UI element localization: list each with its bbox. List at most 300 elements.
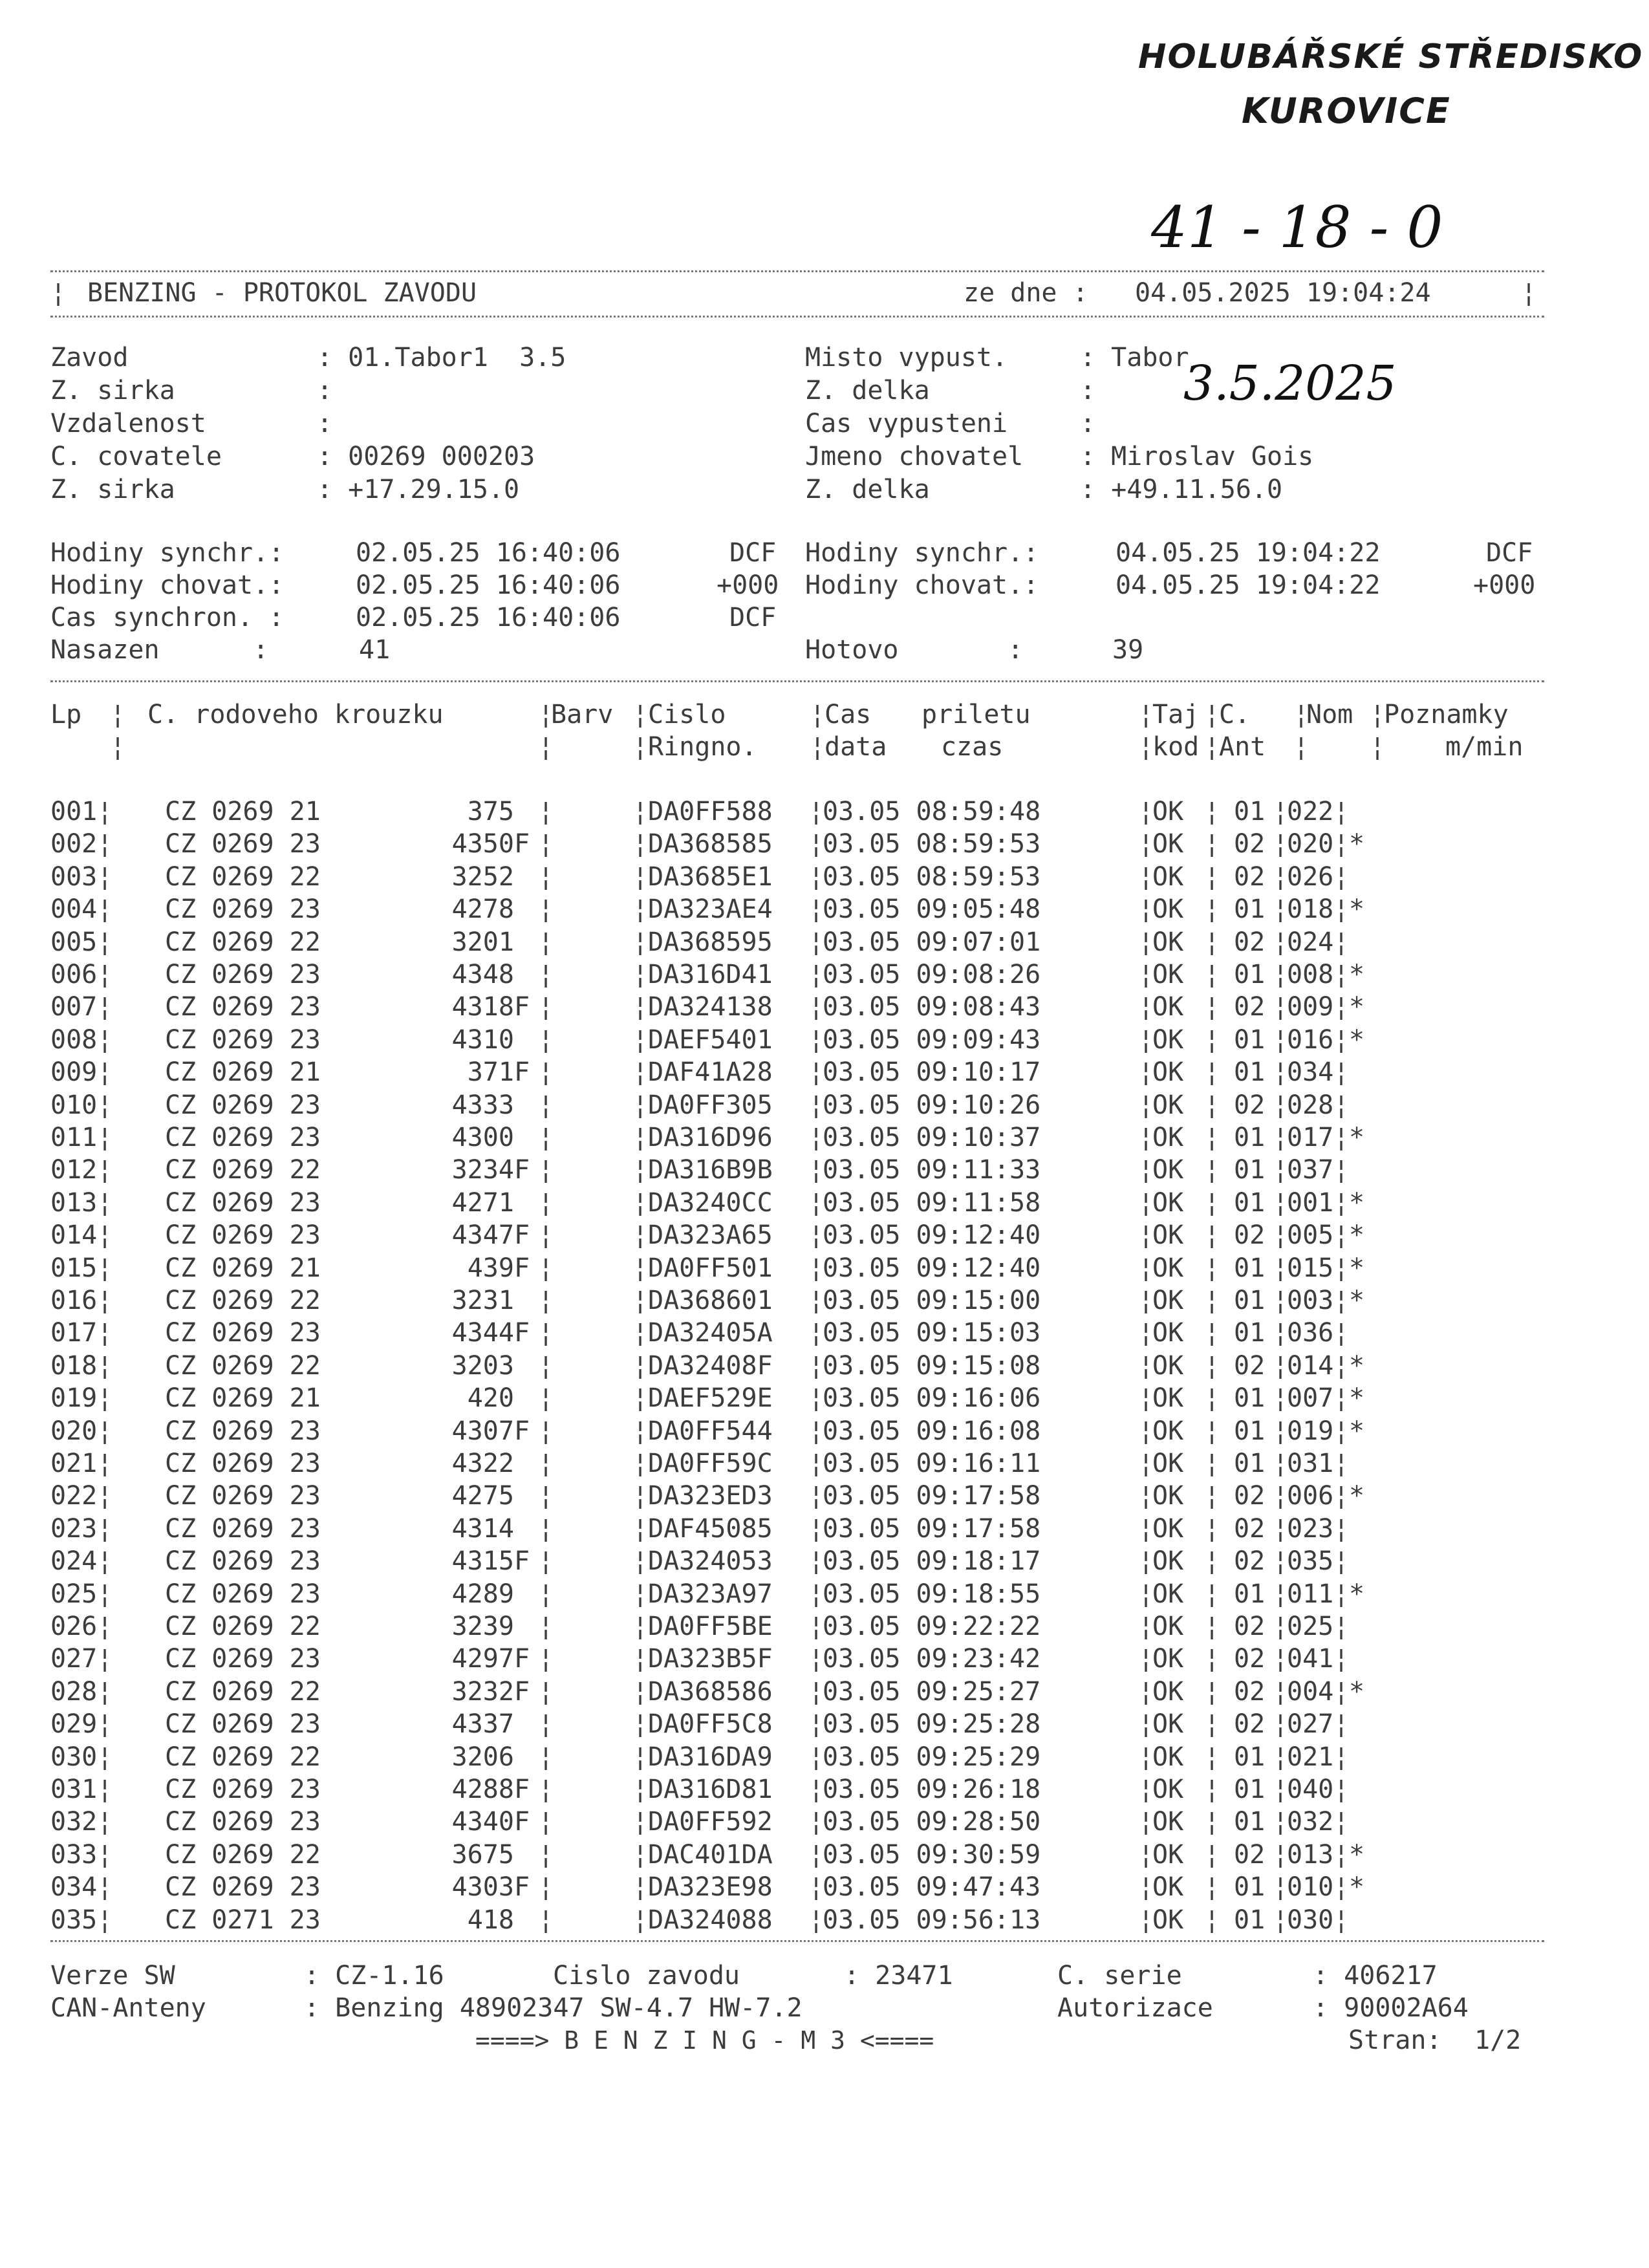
row-sep: ¦ xyxy=(97,1481,113,1511)
row-nom: 028 xyxy=(1287,1090,1334,1120)
row-sep: ¦ xyxy=(808,1839,824,1870)
row-arrival-time: 03.05 09:10:26 xyxy=(823,1090,1041,1120)
sw-version-value: : CZ-1.16 xyxy=(304,1961,444,1991)
row-sep: ¦ xyxy=(1333,797,1350,826)
row-sep: ¦ xyxy=(97,960,113,989)
row-taj: OK xyxy=(1152,1057,1184,1088)
row-sep: ¦ xyxy=(1204,1546,1220,1577)
row-sep: ¦ xyxy=(632,960,649,989)
row-sep: ¦ xyxy=(538,1123,554,1152)
stamp-line-2: KUROVICE xyxy=(1242,91,1451,131)
col-nom-header: Nom xyxy=(1306,700,1353,729)
table-row xyxy=(0,1839,1649,1871)
row-star: * xyxy=(1349,1579,1365,1609)
row-antenna: 02 xyxy=(1234,1644,1266,1674)
row-antenna: 02 xyxy=(1234,1513,1266,1544)
row-sep: ¦ xyxy=(632,1807,649,1837)
row-sep: ¦ xyxy=(1138,894,1154,925)
row-sep: ¦ xyxy=(1273,1220,1289,1251)
info-left-label: Vzdalenost xyxy=(50,409,206,438)
row-ring: CZ 0269 21 xyxy=(165,1253,321,1283)
row-sep: ¦ xyxy=(1204,1612,1220,1641)
row-sep: ¦ xyxy=(97,1872,113,1903)
row-arrival-time: 03.05 09:16:11 xyxy=(823,1449,1041,1478)
row-sep: ¦ xyxy=(97,829,113,859)
row-sep: ¦ xyxy=(1333,1155,1350,1185)
row-ring-number: 371 xyxy=(467,1057,514,1088)
row-sep: ¦ xyxy=(538,1513,554,1544)
row-nom: 001 xyxy=(1287,1187,1334,1218)
row-arrival-time: 03.05 09:15:00 xyxy=(823,1286,1041,1315)
antenna-label: CAN-Anteny xyxy=(50,1993,206,2023)
row-sep: ¦ xyxy=(808,1383,824,1414)
row-sep: ¦ xyxy=(1204,1416,1220,1446)
col-ant-header-2: Ant xyxy=(1219,732,1266,762)
row-sep: ¦ xyxy=(97,1807,113,1837)
row-sep: ¦ xyxy=(1204,1253,1220,1283)
row-sep: ¦ xyxy=(97,1090,113,1120)
row-sep: ¦ xyxy=(97,1253,113,1283)
row-sep: ¦ xyxy=(1138,1546,1154,1577)
row-position: 007 xyxy=(50,992,98,1022)
row-star: * xyxy=(1349,829,1365,859)
header-right-bar: ¦ xyxy=(1521,278,1537,308)
clock-left-label: Nasazen : xyxy=(50,635,269,665)
col-sep: ¦ xyxy=(1293,732,1310,762)
row-antenna: 02 xyxy=(1234,1220,1266,1251)
table-row xyxy=(0,991,1649,1023)
row-ring: CZ 0269 23 xyxy=(165,829,321,859)
row-sep: ¦ xyxy=(1333,1416,1350,1446)
row-sep: ¦ xyxy=(97,861,113,892)
row-sep: ¦ xyxy=(97,1383,113,1414)
table-row xyxy=(0,1545,1649,1577)
row-antenna: 01 xyxy=(1234,1742,1266,1772)
row-star: * xyxy=(1349,1676,1365,1707)
row-sep: ¦ xyxy=(1333,1807,1350,1837)
row-arrival-time: 03.05 09:09:43 xyxy=(823,1024,1041,1055)
row-sep: ¦ xyxy=(1333,894,1350,925)
table-row xyxy=(0,1643,1649,1675)
col-sep: ¦ xyxy=(632,700,649,729)
row-sep: ¦ xyxy=(538,1383,554,1414)
row-sep: ¦ xyxy=(97,1286,113,1315)
col-cas-header: Cas xyxy=(824,700,872,729)
antenna-value: : Benzing 48902347 SW-4.7 HW-7.2 xyxy=(304,1993,803,2023)
row-position: 032 xyxy=(50,1807,98,1837)
row-sep: ¦ xyxy=(632,1253,649,1283)
row-sep: ¦ xyxy=(97,1546,113,1577)
row-taj: OK xyxy=(1152,1612,1184,1641)
row-flag: F xyxy=(514,1775,530,1804)
row-position: 016 xyxy=(50,1286,98,1315)
row-ring-number: 375 xyxy=(467,797,514,826)
row-sep: ¦ xyxy=(1333,1872,1350,1903)
row-nom: 017 xyxy=(1287,1123,1334,1152)
row-sep: ¦ xyxy=(1138,861,1154,892)
clock-right-label: Hodiny synchr.: xyxy=(805,538,1039,568)
row-arrival-time: 03.05 09:05:48 xyxy=(823,894,1041,925)
row-sep: ¦ xyxy=(1138,1383,1154,1414)
row-nom: 006 xyxy=(1287,1481,1334,1511)
row-sep: ¦ xyxy=(1204,1676,1220,1707)
row-arrival-time: 03.05 09:12:40 xyxy=(823,1220,1041,1251)
col-sep: ¦ xyxy=(1138,700,1154,729)
row-ringno: DA324138 xyxy=(648,992,773,1022)
row-sep: ¦ xyxy=(1273,1905,1289,1935)
row-ring-number: 4333 xyxy=(451,1090,514,1120)
row-sep: ¦ xyxy=(1333,1644,1350,1674)
row-sep: ¦ xyxy=(1138,1839,1154,1870)
handwritten-reference: 41 - 18 - 0 xyxy=(1151,194,1443,261)
row-sep: ¦ xyxy=(538,1807,554,1837)
row-sep: ¦ xyxy=(97,1416,113,1446)
table-row xyxy=(0,828,1649,860)
row-antenna: 01 xyxy=(1234,1187,1266,1218)
row-ring-number: 4315 xyxy=(451,1546,514,1577)
report-date-label: ze dne : xyxy=(964,278,1088,308)
row-arrival-time: 03.05 09:30:59 xyxy=(823,1839,1041,1870)
row-sep: ¦ xyxy=(808,1905,824,1935)
row-position: 001 xyxy=(50,797,98,826)
page-number: 1/2 xyxy=(1474,2025,1522,2055)
row-nom: 032 xyxy=(1287,1807,1334,1837)
row-sep: ¦ xyxy=(1204,1709,1220,1740)
row-sep: ¦ xyxy=(1204,861,1220,892)
row-sep: ¦ xyxy=(538,797,554,826)
row-sep: ¦ xyxy=(808,1057,824,1088)
row-sep: ¦ xyxy=(808,1775,824,1804)
row-sep: ¦ xyxy=(538,1090,554,1120)
row-taj: OK xyxy=(1152,861,1184,892)
row-sep: ¦ xyxy=(1273,1839,1289,1870)
row-antenna: 01 xyxy=(1234,960,1266,989)
clock-right-suffix: +000 xyxy=(1473,570,1536,600)
page-label: Stran: xyxy=(1348,2025,1442,2055)
row-nom: 027 xyxy=(1287,1709,1334,1740)
row-sep: ¦ xyxy=(1204,1644,1220,1674)
row-ringno: DA316D81 xyxy=(648,1775,773,1804)
row-ring-number: 4297 xyxy=(451,1644,514,1674)
row-sep: ¦ xyxy=(1204,1057,1220,1088)
row-taj: OK xyxy=(1152,927,1184,957)
row-arrival-time: 03.05 09:23:42 xyxy=(823,1644,1041,1674)
row-sep: ¦ xyxy=(1138,1416,1154,1446)
row-sep: ¦ xyxy=(97,1155,113,1185)
clock-right-value: 39 xyxy=(1112,635,1144,665)
row-sep: ¦ xyxy=(538,1742,554,1772)
row-ring: CZ 0269 22 xyxy=(165,1286,321,1315)
race-number-label: Cislo zavodu xyxy=(553,1961,740,1991)
row-sep: ¦ xyxy=(1138,992,1154,1022)
stamp-line-1: HOLUBÁŘSKÉ STŘEDISKO xyxy=(1138,38,1644,76)
row-star: * xyxy=(1349,1024,1365,1055)
col-lp: Lp xyxy=(50,700,82,729)
row-arrival-time: 03.05 09:17:58 xyxy=(823,1481,1041,1511)
row-sep: ¦ xyxy=(1333,1709,1350,1740)
row-antenna: 01 xyxy=(1234,1807,1266,1837)
row-ring-number: 4275 xyxy=(451,1481,514,1511)
row-position: 014 xyxy=(50,1220,98,1251)
row-sep: ¦ xyxy=(538,829,554,859)
col-taj-header: Taj xyxy=(1152,700,1200,729)
row-antenna: 01 xyxy=(1234,1775,1266,1804)
row-sep: ¦ xyxy=(97,1187,113,1218)
row-sep: ¦ xyxy=(538,1612,554,1641)
row-sep: ¦ xyxy=(538,1449,554,1478)
col-sep: ¦ xyxy=(110,700,126,729)
row-ring: CZ 0269 23 xyxy=(165,1090,321,1120)
divider-top xyxy=(50,270,1544,272)
row-position: 029 xyxy=(50,1709,98,1740)
table-row xyxy=(0,1219,1649,1251)
row-sep: ¦ xyxy=(97,1024,113,1055)
row-sep: ¦ xyxy=(632,1676,649,1707)
row-sep: ¦ xyxy=(97,1709,113,1740)
row-antenna: 01 xyxy=(1234,1383,1266,1414)
table-row xyxy=(0,1284,1649,1317)
row-nom: 036 xyxy=(1287,1318,1334,1348)
row-nom: 005 xyxy=(1287,1220,1334,1251)
row-star: * xyxy=(1349,1839,1365,1870)
row-sep: ¦ xyxy=(1333,1481,1350,1511)
clock-left-value: 02.05.25 16:40:06 xyxy=(356,603,621,632)
row-antenna: 01 xyxy=(1234,1416,1266,1446)
row-star: * xyxy=(1349,1220,1365,1251)
row-position: 025 xyxy=(50,1579,98,1609)
row-ring: CZ 0269 23 xyxy=(165,1775,321,1804)
row-arrival-time: 03.05 09:47:43 xyxy=(823,1872,1041,1903)
row-ring: CZ 0269 23 xyxy=(165,1416,321,1446)
row-sep: ¦ xyxy=(808,829,824,859)
row-nom: 009 xyxy=(1287,992,1334,1022)
row-taj: OK xyxy=(1152,1481,1184,1511)
row-flag: F xyxy=(514,1644,530,1674)
row-sep: ¦ xyxy=(1333,1775,1350,1804)
divider-columns xyxy=(50,680,1544,682)
row-taj: OK xyxy=(1152,1253,1184,1283)
table-row xyxy=(0,1513,1649,1545)
row-taj: OK xyxy=(1152,1155,1184,1185)
row-sep: ¦ xyxy=(1138,1024,1154,1055)
row-ringno: DA0FF592 xyxy=(648,1807,773,1837)
row-antenna: 01 xyxy=(1234,797,1266,826)
table-row xyxy=(0,1089,1649,1121)
row-sep: ¦ xyxy=(97,1742,113,1772)
row-position: 004 xyxy=(50,894,98,925)
row-sep: ¦ xyxy=(1333,1253,1350,1283)
row-sep: ¦ xyxy=(632,1481,649,1511)
row-ring-number: 418 xyxy=(467,1905,514,1935)
row-sep: ¦ xyxy=(808,992,824,1022)
row-sep: ¦ xyxy=(808,894,824,925)
clock-left-value: 02.05.25 16:40:06 xyxy=(356,538,621,568)
row-ring-number: 4347 xyxy=(451,1220,514,1251)
row-sep: ¦ xyxy=(808,1449,824,1478)
row-sep: ¦ xyxy=(632,1187,649,1218)
row-flag: F xyxy=(514,1807,530,1837)
row-sep: ¦ xyxy=(97,894,113,925)
row-sep: ¦ xyxy=(632,1123,649,1152)
row-sep: ¦ xyxy=(1273,1481,1289,1511)
row-sep: ¦ xyxy=(1333,992,1350,1022)
row-position: 002 xyxy=(50,829,98,859)
row-sep: ¦ xyxy=(1204,1449,1220,1478)
row-sep: ¦ xyxy=(538,1481,554,1511)
table-row xyxy=(0,1773,1649,1806)
table-row xyxy=(0,1806,1649,1838)
row-nom: 007 xyxy=(1287,1383,1334,1414)
row-sep: ¦ xyxy=(1138,1449,1154,1478)
row-sep: ¦ xyxy=(1273,1057,1289,1088)
row-arrival-time: 03.05 09:18:17 xyxy=(823,1546,1041,1577)
row-sep: ¦ xyxy=(1138,1742,1154,1772)
row-position: 009 xyxy=(50,1057,98,1088)
serial-value: : 406217 xyxy=(1313,1961,1438,1991)
clock-left-suffix: DCF xyxy=(729,538,777,568)
row-sep: ¦ xyxy=(808,797,824,826)
row-nom: 022 xyxy=(1287,797,1334,826)
row-sep: ¦ xyxy=(1333,1090,1350,1120)
row-ringno: DAC401DA xyxy=(648,1839,773,1870)
row-sep: ¦ xyxy=(1204,960,1220,989)
row-ringno: DA323A97 xyxy=(648,1579,773,1609)
row-sep: ¦ xyxy=(1138,1775,1154,1804)
row-ring-number: 4337 xyxy=(451,1709,514,1740)
row-star: * xyxy=(1349,1187,1365,1218)
row-sep: ¦ xyxy=(632,1416,649,1446)
row-sep: ¦ xyxy=(1138,1350,1154,1381)
row-antenna: 01 xyxy=(1234,1449,1266,1478)
row-sep: ¦ xyxy=(538,960,554,989)
clock-left-label: Hodiny synchr.: xyxy=(50,538,285,568)
row-sep: ¦ xyxy=(1204,1350,1220,1381)
row-taj: OK xyxy=(1152,1416,1184,1446)
row-sep: ¦ xyxy=(1333,960,1350,989)
row-position: 012 xyxy=(50,1155,98,1185)
row-position: 019 xyxy=(50,1383,98,1414)
row-flag: F xyxy=(514,1676,530,1707)
row-sep: ¦ xyxy=(1204,1090,1220,1120)
col-color-header: Barv xyxy=(551,700,614,729)
info-left-label: Zavod xyxy=(50,343,129,373)
row-star: * xyxy=(1349,1286,1365,1315)
row-sep: ¦ xyxy=(538,992,554,1022)
row-antenna: 01 xyxy=(1234,1318,1266,1348)
row-arrival-time: 03.05 09:17:58 xyxy=(823,1513,1041,1544)
col-notes-header-2: m/min xyxy=(1445,732,1524,762)
row-sep: ¦ xyxy=(632,1546,649,1577)
table-row xyxy=(0,1154,1649,1186)
info-right-label: Misto vypust. xyxy=(805,343,1008,373)
row-sep: ¦ xyxy=(1333,1057,1350,1088)
row-ring: CZ 0269 23 xyxy=(165,1579,321,1609)
row-ring: CZ 0269 23 xyxy=(165,1449,321,1478)
row-antenna: 01 xyxy=(1234,894,1266,925)
row-sep: ¦ xyxy=(1204,1579,1220,1609)
row-star: * xyxy=(1349,1872,1365,1903)
row-arrival-time: 03.05 09:25:28 xyxy=(823,1709,1041,1740)
row-ringno: DA323B5F xyxy=(648,1644,773,1674)
row-ringno: DA0FF588 xyxy=(648,797,773,826)
row-sep: ¦ xyxy=(538,1709,554,1740)
row-sep: ¦ xyxy=(808,1481,824,1511)
row-sep: ¦ xyxy=(538,1220,554,1251)
row-taj: OK xyxy=(1152,1318,1184,1348)
row-sep: ¦ xyxy=(1333,1612,1350,1641)
row-sep: ¦ xyxy=(1273,1612,1289,1641)
clock-right-label: Hodiny chovat.: xyxy=(805,570,1039,600)
row-ringno: DA3240CC xyxy=(648,1187,773,1218)
row-taj: OK xyxy=(1152,1123,1184,1152)
row-sep: ¦ xyxy=(1138,1123,1154,1152)
row-sep: ¦ xyxy=(1333,1839,1350,1870)
row-antenna: 02 xyxy=(1234,1481,1266,1511)
info-left-value: : xyxy=(317,376,333,405)
row-star: * xyxy=(1349,960,1365,989)
table-row xyxy=(0,1350,1649,1382)
row-nom: 035 xyxy=(1287,1546,1334,1577)
row-star: * xyxy=(1349,1383,1365,1414)
row-sep: ¦ xyxy=(632,1090,649,1120)
row-sep: ¦ xyxy=(808,1318,824,1348)
authorization-value: : 90002A64 xyxy=(1313,1993,1469,2023)
row-sep: ¦ xyxy=(632,1644,649,1674)
row-sep: ¦ xyxy=(538,1155,554,1185)
table-row xyxy=(0,1415,1649,1447)
row-nom: 013 xyxy=(1287,1839,1334,1870)
row-ringno: DA316D41 xyxy=(648,960,773,989)
row-sep: ¦ xyxy=(1273,1579,1289,1609)
row-star: * xyxy=(1349,1481,1365,1511)
row-sep: ¦ xyxy=(808,1123,824,1152)
row-ring-number: 4310 xyxy=(451,1024,514,1055)
row-sep: ¦ xyxy=(1138,1187,1154,1218)
row-nom: 025 xyxy=(1287,1612,1334,1641)
row-ring-number: 4303 xyxy=(451,1872,514,1903)
row-ring-number: 4289 xyxy=(451,1579,514,1609)
table-row xyxy=(0,1676,1649,1708)
col-ringno-header: Cislo xyxy=(648,700,726,729)
row-nom: 041 xyxy=(1287,1644,1334,1674)
report-date: 04.05.2025 19:04:24 xyxy=(1135,278,1431,308)
row-nom: 030 xyxy=(1287,1905,1334,1935)
row-position: 031 xyxy=(50,1775,98,1804)
row-taj: OK xyxy=(1152,894,1184,925)
table-row xyxy=(0,926,1649,958)
row-ringno: DA32405A xyxy=(648,1318,773,1348)
row-star: * xyxy=(1349,894,1365,925)
row-position: 024 xyxy=(50,1546,98,1577)
row-sep: ¦ xyxy=(538,1024,554,1055)
row-arrival-time: 03.05 09:28:50 xyxy=(823,1807,1041,1837)
row-sep: ¦ xyxy=(808,1709,824,1740)
row-ring-number: 3252 xyxy=(451,861,514,892)
row-sep: ¦ xyxy=(1273,1318,1289,1348)
row-sep: ¦ xyxy=(632,1775,649,1804)
info-left-value: : 01.Tabor1 3.5 xyxy=(317,343,566,373)
table-row xyxy=(0,958,1649,991)
row-nom: 016 xyxy=(1287,1024,1334,1055)
row-ring-number: 4348 xyxy=(451,960,514,989)
row-sep: ¦ xyxy=(1138,797,1154,826)
row-flag: F xyxy=(514,1318,530,1348)
col-sep: ¦ xyxy=(110,732,126,762)
row-ring: CZ 0269 21 xyxy=(165,797,321,826)
row-sep: ¦ xyxy=(97,1513,113,1544)
row-sep: ¦ xyxy=(1138,1807,1154,1837)
row-ring: CZ 0269 23 xyxy=(165,1318,321,1348)
